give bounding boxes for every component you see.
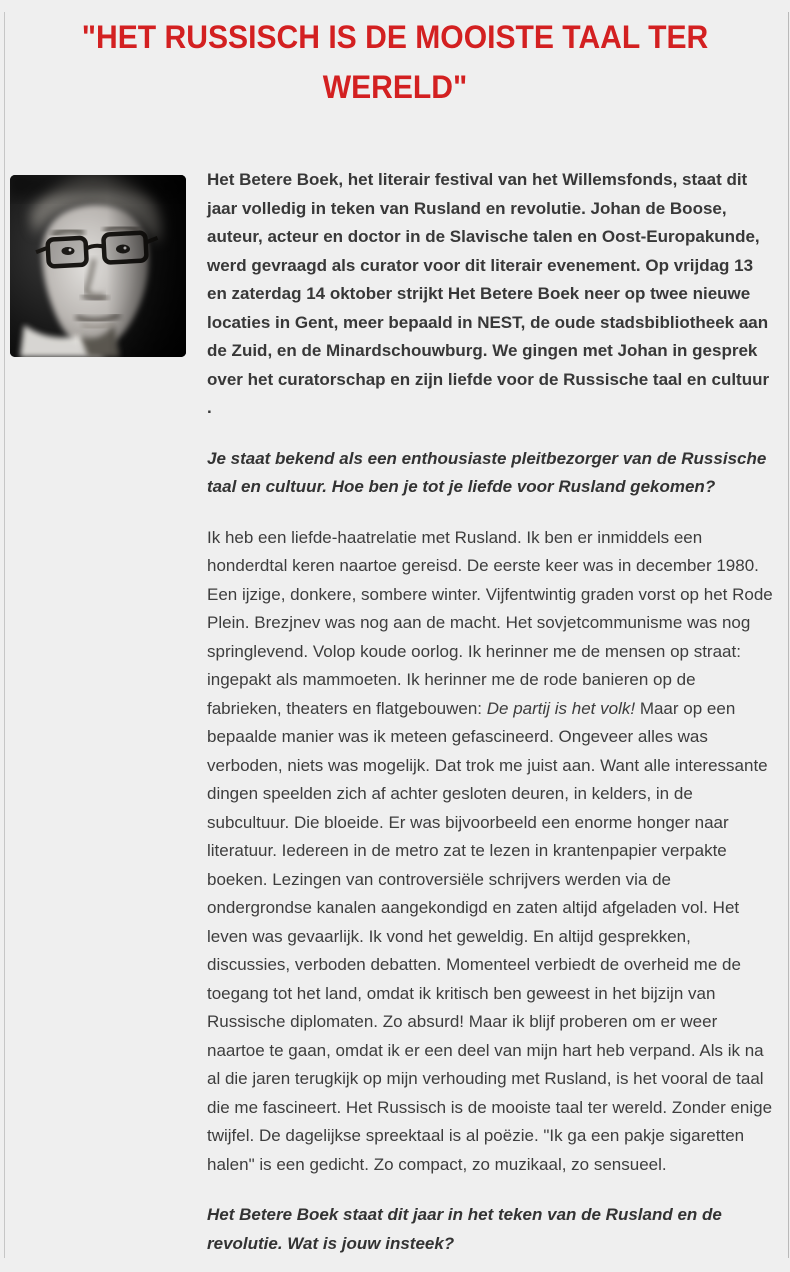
interview-question-2: Het Betere Boek staat dit jaar in het teken van de Rusland en de revolutie. Wat is jouw insteek? — [207, 1205, 722, 1253]
answer-text-part-2: Maar op een bepaalde manier was ik meteen gefascineerd. Ongeveer alles was verboden, niets was mogelijk. Dat trok me juist aan. Want alle interessante dingen speelden zich af achter gesloten deuren, in kelders, in de subcultuur. Die bloeide. Er was bijvoorbeeld een enorme honger naar literatuur. Iedereen in de metro zat te lezen in krantenpapier verpakte boeken. Lezingen van controversiële schrijvers werden via de ondergrondse kanalen aangekondigd en zaten altijd afgeladen vol. Het leven was gevaarlijk. Ik vond het geweldig. En altijd gesprekken, discussies, verboden debatten. Momenteel verbiedt de overheid me de toegang tot het land, omdat ik kritisch ben geweest in het bijzijn van Russische diplomaten. Zo absurd! Maar ik blijf proberen om er weer naartoe te gaan, omdat ik er een deel van mijn hart heb verpand. Als ik na al die jaren terugkijk op mijn verhouding met Rusland, is het vooral de taal die me fascineert. Het Russisch is de mooiste taal ter wereld. Zonder enige twijfel. De dagelijkse spreektaal is al poëzie. "Ik ga een pakje sigaretten halen" is een gedicht. Zo compact, zo muzikaal, zo sensueel. — [207, 698, 773, 1174]
portrait-photo-image — [10, 175, 186, 357]
portrait-photo — [10, 175, 186, 357]
page-title: "HET RUSSISCH IS DE MOOISTE TAAL TER WERELD" — [81, 19, 709, 105]
article-page — [0, 12, 790, 1258]
answer-italic-phrase: De partij is het volk! — [486, 698, 636, 718]
article-body — [207, 166, 773, 1258]
page-left-border — [4, 12, 5, 1258]
intro-paragraph: Het Betere Boek, het literair festival van het Willemsfonds, staat dit jaar volledig in teken van Rusland en revolutie. Johan de Boose, auteur, acteur en doctor in de Slavische talen en Oost-Europakunde, werd gevraagd als curator voor dit literair evenement. Op vrijdag 13 en zaterdag 14 oktober strijkt Het Betere Boek neer op twee nieuwe locaties in Gent, meer bepaald in NEST, de oude stadsbibliotheek aan de Zuid, en de Minardschouwburg. We gingen met Johan in gesprek over het curatorschap en zijn liefde voor de Russische taal en cultuur . — [207, 170, 770, 417]
interview-answer-1 — [207, 524, 773, 1180]
answer-text-part-1: Ik heb een liefde-haatrelatie met Rusland. Ik ben er inmiddels een honderdtal keren naartoe gereisd. De eerste keer was in december 1980. Een ijzige, donkere, sombere winter. Vijfentwintig graden vorst op het Rode Plein. Brezjnev was nog aan de macht. Het sovjetcommunisme was nog springlevend. Volop koude oorlog. Ik herinner me de mensen op straat: ingepakt als mammoeten. Ik herinner me de rode banieren op de fabrieken, theaters en flatgebouwen: — [207, 527, 773, 718]
interview-question-1: Je staat bekend als een enthousiaste pleitbezorger van de Russische taal en cultuur. Hoe ben je tot je liefde voor Rusland gekomen? — [207, 448, 767, 496]
page-right-border — [788, 12, 789, 1258]
